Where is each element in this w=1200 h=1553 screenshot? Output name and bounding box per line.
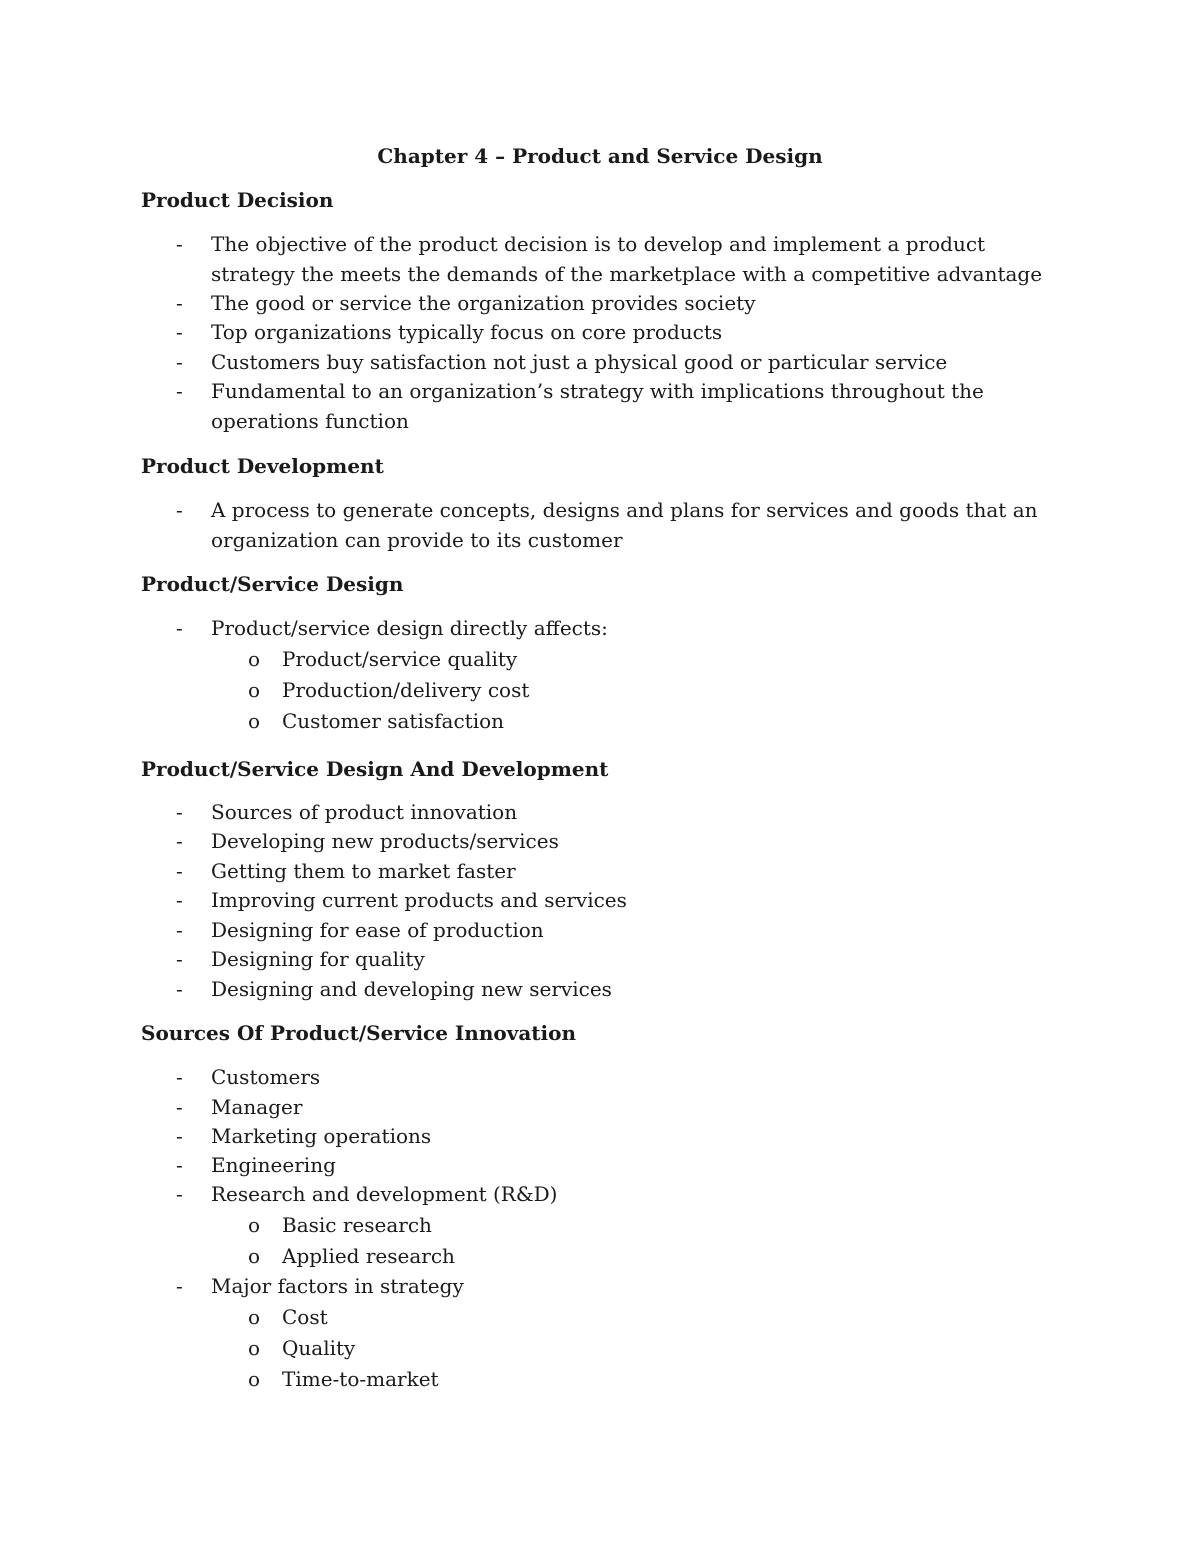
dash-bullet: -	[176, 888, 183, 912]
list-item-text: Product/service design directly affects:	[211, 616, 608, 640]
list-item-text: Improving current products and services	[211, 888, 627, 912]
list-item-text: Engineering	[211, 1153, 336, 1177]
dash-bullet: -	[176, 232, 183, 256]
dash-bullet: -	[176, 947, 183, 971]
circle-bullet: o	[248, 1336, 261, 1360]
dash-bullet: -	[176, 918, 183, 942]
list-item-text: The good or service the organization provides society	[211, 291, 756, 315]
list-item-text: Sources of product innovation	[211, 800, 518, 824]
dash-bullet: -	[176, 350, 183, 374]
dash-bullet: -	[176, 291, 183, 315]
dash-bullet: -	[176, 379, 183, 403]
list-item-text: Customers buy satisfaction not just a physical good or particular service	[211, 350, 948, 374]
sub-list-item-text: Basic research	[282, 1213, 432, 1237]
sub-list-item-text: Cost	[282, 1305, 328, 1329]
dash-bullet: -	[176, 1124, 183, 1148]
section-heading-product-decision: Product Decision	[141, 188, 334, 212]
dash-bullet: -	[176, 498, 183, 522]
circle-bullet: o	[248, 1367, 261, 1391]
list-item-text: Getting them to market faster	[211, 859, 516, 883]
sub-list-item-text: Product/service quality	[282, 647, 518, 671]
circle-bullet: o	[248, 647, 261, 671]
dash-bullet: -	[176, 977, 183, 1001]
circle-bullet: o	[248, 1244, 261, 1268]
dash-bullet: -	[176, 1274, 183, 1298]
dash-bullet: -	[176, 1095, 183, 1119]
list-item-text: Research and development (R&D)	[211, 1182, 558, 1206]
dash-bullet: -	[176, 616, 183, 640]
document-title: Chapter 4 – Product and Service Design	[377, 144, 823, 168]
list-item-text: Top organizations typically focus on core products	[211, 320, 723, 344]
dash-bullet: -	[176, 1182, 183, 1206]
list-item-text: Fundamental to an organization’s strategy with implications throughout the operations function	[211, 379, 984, 433]
section-heading-design-and-development: Product/Service Design And Development	[141, 757, 609, 781]
section-heading-product-development: Product Development	[141, 454, 384, 478]
section-heading-sources-of-innovation: Sources Of Product/Service Innovation	[141, 1021, 576, 1045]
dash-bullet: -	[176, 859, 183, 883]
circle-bullet: o	[248, 1213, 261, 1237]
sub-list-item-text: Time-to-market	[282, 1367, 439, 1391]
sub-list-item-text: Applied research	[282, 1244, 455, 1268]
list-item-text: Marketing operations	[211, 1124, 432, 1148]
circle-bullet: o	[248, 678, 261, 702]
circle-bullet: o	[248, 1305, 261, 1329]
list-item-text: Designing and developing new services	[211, 977, 612, 1001]
list-item-text: Developing new products/services	[211, 829, 559, 853]
list-item-text: Manager	[211, 1095, 303, 1119]
dash-bullet: -	[176, 1153, 183, 1177]
list-item-text: Customers	[211, 1065, 321, 1089]
dash-bullet: -	[176, 320, 183, 344]
list-item-text: A process to generate concepts, designs and plans for services and goods that an organization can provide to its customer	[211, 498, 1038, 552]
dash-bullet: -	[176, 1065, 183, 1089]
section-heading-product-service-design: Product/Service Design	[141, 572, 404, 596]
list-item-text: The objective of the product decision is to develop and implement a product strategy the meets the demands of the marketplace with a competitive advantage	[211, 232, 1043, 286]
sub-list-item-text: Production/delivery cost	[282, 678, 530, 702]
list-item-text: Designing for ease of production	[211, 918, 544, 942]
list-item-text: Major factors in strategy	[211, 1274, 464, 1298]
dash-bullet: -	[176, 800, 183, 824]
sub-list-item-text: Customer satisfaction	[282, 709, 505, 733]
circle-bullet: o	[248, 709, 261, 733]
dash-bullet: -	[176, 829, 183, 853]
sub-list-item-text: Quality	[282, 1336, 356, 1360]
list-item-text: Designing for quality	[211, 947, 425, 971]
